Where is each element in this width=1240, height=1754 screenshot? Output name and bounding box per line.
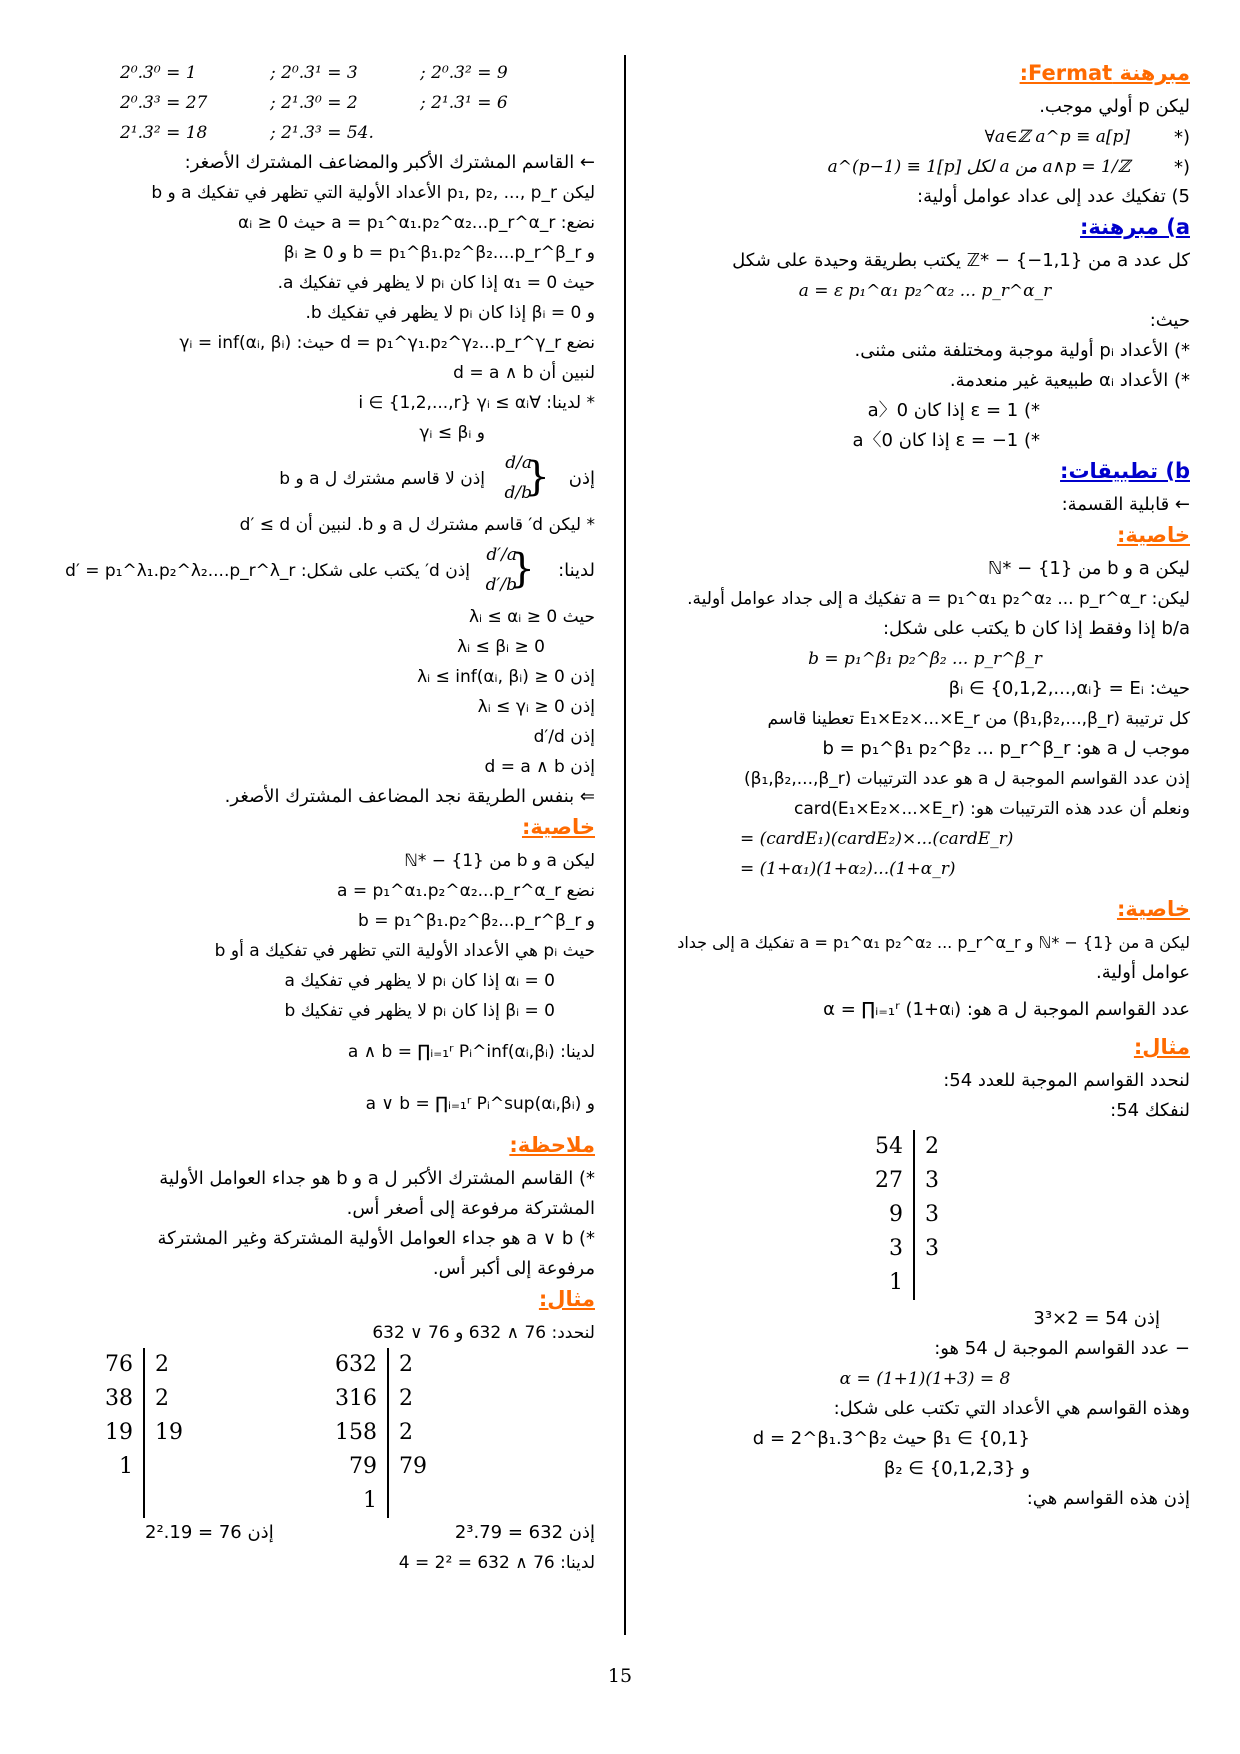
factorizations (55, 1348, 595, 1518)
prime-factor: 2 (399, 1386, 413, 1411)
text-line: لنحدد: 76 ∧ 632 و 76 ∨ 632 (372, 1323, 595, 1343)
factor-row (95, 1416, 193, 1450)
formula: d′/b (485, 575, 517, 595)
divisor-value: 2¹.3² = 18 (120, 123, 208, 143)
prime-factor: 2 (925, 1134, 939, 1159)
section-a-heading: a) مبرهنة: (1080, 215, 1190, 239)
factor-table (865, 1130, 949, 1300)
text-line: و b = p₁^β₁.p₂^β₂....p_r^β_r و 0 ≤ βᵢ (283, 243, 595, 263)
property-heading: خاصية: (1116, 523, 1190, 547)
text-line: إذن 76 = 2².19 (145, 1522, 274, 1543)
text-line: 5) تفكيك عدد إلى عداد عوامل أولية: (917, 186, 1190, 207)
divisor-value: ; 2⁰.3¹ = 3 (270, 63, 358, 83)
text-line: عدد القواسم الموجبة ل a هو: α = ∏ᵢ₌₁ʳ (1+αᵢ) (823, 999, 1190, 1020)
section-b-heading: b) تطبيقات: (1060, 459, 1190, 483)
divisors-row (55, 88, 595, 118)
dividend: 76 (95, 1348, 144, 1382)
text-line: *) القاسم المشترك الأكبر ل a و b هو جداء العوامل الأولية (159, 1168, 595, 1189)
bullet-star: (* (1173, 127, 1190, 148)
dividend: 1 (95, 1450, 144, 1484)
text-line: لنفكك 54: (1110, 1100, 1190, 1121)
text-line: إذن هذه القواسم هي: (1026, 1488, 1190, 1509)
text-line: b/a إذا وفقط إذا كان b يكتب على شكل: (882, 618, 1190, 639)
text-line: نضع d = p₁^γ₁.p₂^γ₂...p_r^γ_r حيث: γᵢ = inf(αᵢ, βᵢ) (179, 333, 595, 353)
text-line: و βᵢ = 0 إذا كان pᵢ لا يظهر في تفكيك b. (305, 303, 595, 323)
column-divider (624, 55, 626, 1635)
text-line: βᵢ = 0 إذا كان pᵢ لا يظهر في تفكيك b (284, 1001, 555, 1021)
divisor-value: 2⁰.3⁰ = 1 (120, 63, 197, 83)
property-heading: خاصية: (1116, 897, 1190, 921)
text-line: *) ε = −1 إذا كان a〈0 (852, 430, 1040, 451)
text-line: حيث pᵢ هي الأعداد الأولية التي تظهر في تفكيك a أو b (214, 941, 595, 961)
prime-factor: 3 (925, 1168, 939, 1193)
text-line: *) الأعداد αᵢ طبيعية غير منعدمة. (949, 370, 1190, 391)
system-line (55, 540, 595, 602)
formula: d/a (505, 453, 532, 473)
formula-line (660, 122, 1190, 152)
dividend: 316 (325, 1382, 388, 1416)
text-line: ليكن a و b من ℕ* − {1} (988, 558, 1190, 579)
text-line: − عدد القواسم الموجبة ل 54 هو: (934, 1338, 1190, 1359)
factor-row (95, 1450, 193, 1484)
formula-line: = (cardE₁)(cardE₂)×...(cardE_r) (740, 829, 1014, 849)
text-line: كل عدد a من ℤ* − {−1,1} يكتب بطريقة وحيدة على شكل (732, 250, 1190, 271)
formula-line: a = ε p₁^α₁ p₂^α₂ ... p_r^α_r (798, 281, 1052, 301)
divisor-value: ; 2¹.3³ = 54. (270, 123, 374, 143)
text-line: إذن 0 ≤ λᵢ ≤ inf(αᵢ, βᵢ) (417, 667, 595, 687)
note-heading: ملاحظة: (509, 1133, 595, 1157)
text-line: و a ∨ b = ∏ᵢ₌₁ʳ Pᵢ^sup(αᵢ,βᵢ) (365, 1094, 595, 1114)
dividend: 54 (865, 1130, 914, 1164)
text-line: حيث 0 ≤ λᵢ ≤ αᵢ (468, 607, 595, 627)
factor-row (325, 1416, 437, 1450)
text-line: و b = p₁^β₁.p₂^β₂...p_r^β_r (358, 911, 595, 931)
text-line: المشتركة مرفوعة إلى أصغر أس. (346, 1198, 595, 1219)
factorization-54 (660, 1126, 1190, 1304)
factor-row (95, 1484, 193, 1518)
formula: d′/a (486, 545, 517, 565)
text-line: و β₂ ∈ {0,1,2,3} (883, 1458, 1030, 1479)
text-line: ليكن: a = p₁^α₁ p₂^α₂ ... p_r^α_r تفكيك a إلى جداد عوامل أولية. (687, 589, 1190, 609)
dividend: 9 (865, 1198, 914, 1232)
divisors-row (55, 58, 595, 88)
prime-factor (144, 1450, 193, 1484)
text-line: لدينا: a ∧ b = ∏ᵢ₌₁ʳ Pᵢ^inf(αᵢ,βᵢ) (347, 1042, 595, 1062)
formula: a∧p = 1/ℤ من a لكل a^(p−1) ≡ 1[p] (827, 157, 1130, 177)
text-line: *) الأعداد pᵢ أولية موجبة ومختلفة مثنى مثنى. (854, 340, 1190, 361)
text-line: ليكن p أولي موجب. (1039, 96, 1190, 117)
factor-row (865, 1232, 949, 1266)
text-line: ليكن a من ℕ* − {1} و a = p₁^α₁ p₂^α₂ ... p_r^α_r تفكيك a إلى جداد (677, 933, 1190, 952)
factor-row (865, 1266, 949, 1300)
text-line: نضع a = p₁^α₁.p₂^α₂...p_r^α_r (337, 881, 595, 901)
prime-factor (144, 1484, 193, 1518)
factor-row (325, 1382, 437, 1416)
text-line: αᵢ = 0 إذا كان pᵢ لا يظهر في تفكيك a (284, 971, 555, 991)
factor-row (865, 1164, 949, 1198)
property-heading: خاصية: (521, 815, 595, 839)
prime-factor: 2 (399, 1420, 413, 1445)
text-line: حيث: βᵢ ∈ {0,1,2,...,αᵢ} = Eᵢ (948, 678, 1190, 699)
text-line: لدينا: 76 ∧ 632 = 2² = 4 (398, 1553, 595, 1573)
left-brace-icon: { (509, 546, 535, 592)
text-line: β₁ ∈ {0,1} حيث d = 2^β₁.3^β₂ (752, 1428, 1030, 1449)
factor-row (865, 1130, 949, 1164)
text-line: * لدينا: ∀i ∈ {1,2,...,r} γᵢ ≤ αᵢ (358, 393, 595, 413)
left-column (55, 58, 595, 1578)
text-line: مرفوعة إلى أكبر أس. (432, 1258, 595, 1279)
formula-line (660, 152, 1190, 182)
text-line: لنحدد القواسم الموجبة للعدد 54: (943, 1070, 1190, 1091)
prime-factor: 79 (399, 1454, 427, 1479)
bullet-star: (* (1173, 157, 1190, 178)
dividend: 632 (325, 1348, 388, 1382)
dividend: 158 (325, 1416, 388, 1450)
dividend: 1 (865, 1266, 914, 1300)
factor-row (325, 1450, 437, 1484)
formula-line: b = p₁^β₁ p₂^β₂ ... p_r^β_r (808, 649, 1042, 669)
left-brace-icon: { (524, 454, 550, 500)
text-line: إذن 632 = 2³.79 (454, 1522, 595, 1543)
example-heading: مثال: (538, 1287, 595, 1311)
prime-factor: 3 (925, 1202, 939, 1227)
prime-factor: 2 (399, 1352, 413, 1377)
prime-factor: 2 (155, 1386, 169, 1411)
example-heading: مثال: (1133, 1035, 1190, 1059)
right-column (660, 58, 1190, 1514)
formula: ∀a∈ℤ a^p ≡ a[p] (984, 127, 1130, 147)
text-line: * ليكن d′ قاسم مشترك ل a و b. لنبين أن d′ ≤ d (239, 515, 595, 535)
text-line: إذن d = a ∧ b (484, 757, 595, 777)
page-number: 15 (607, 1665, 633, 1687)
text-line: عوامل أولية. (1095, 962, 1190, 983)
text-line: إذن d′/d (533, 727, 595, 747)
text-line: ونعلم أن عدد هذه الترتيبات هو: card(E₁×E₂×...×E_r) (793, 799, 1190, 819)
text-line: ← القاسم المشترك الأكبر والمضاعف المشترك الأصغر: (184, 152, 595, 173)
text-line: ليكن a و b من ℕ* − {1} (404, 851, 595, 871)
prime-factor: 2 (155, 1352, 169, 1377)
text-line: إذن لا قاسم مشترك ل a و b (279, 469, 485, 489)
dividend: 3 (865, 1232, 914, 1266)
factor-row (325, 1348, 437, 1382)
factor-row (325, 1484, 437, 1518)
factor-row (865, 1198, 949, 1232)
text-line: إذن عدد القواسم الموجبة ل a هو عدد الترتيبات (β₁,β₂,...,β_r) (743, 769, 1190, 789)
text-line: *) ε = 1 إذا كان a〉0 (867, 400, 1040, 421)
factor-row (95, 1348, 193, 1382)
text-line: إذن d′ يكتب على شكل: d′ = p₁^λ₁.p₂^λ₂....p_r^λ_r (65, 561, 470, 581)
dividend: 1 (325, 1484, 388, 1518)
factor-table-76 (95, 1348, 193, 1518)
text-line: لنبين أن d = a ∧ b (453, 363, 595, 383)
conclusion-row (55, 1518, 595, 1548)
prime-factor: 19 (155, 1420, 183, 1445)
fermat-theorem-heading: مبرهنة Fermat: (1019, 61, 1190, 85)
text-label: لدينا: (558, 560, 595, 581)
dividend: 19 (95, 1416, 144, 1450)
text-line: حيث: (1149, 310, 1190, 331)
text-line: إذن 0 ≤ λᵢ ≤ γᵢ (477, 697, 595, 717)
prime-factor (914, 1266, 949, 1300)
text-line: حيث α₁ = 0 إذا كان pᵢ لا يظهر في تفكيك a. (277, 273, 595, 293)
text-line: وهذه القواسم هي الأعداد التي تكتب على شكل: (833, 1398, 1190, 1419)
divisor-value: 2⁰.3³ = 27 (120, 93, 208, 113)
prime-factor: 3 (925, 1236, 939, 1261)
factor-row (95, 1382, 193, 1416)
factor-table-632 (325, 1348, 437, 1518)
formula-line: = (1+α₁)(1+α₂)...(1+α_r) (740, 859, 956, 879)
dividend: 27 (865, 1164, 914, 1198)
text-line: كل ترتيبة (β₁,β₂,...,β_r) من E₁×E₂×...×E_r تعطينا قاسم (767, 709, 1190, 729)
text-line: ليكن p₁, p₂, ..., p_r الأعداد الأولية التي تظهر في تفكيك a و b (151, 183, 595, 203)
text-line: موجب ل a هو: b = p₁^β₁ p₂^β₂ ... p_r^β_r (822, 738, 1190, 759)
divisors-row (55, 118, 595, 148)
divisor-value: ; 2⁰.3² = 9 (420, 63, 508, 83)
text-label: إذن (568, 468, 595, 489)
text-line: نضع: a = p₁^α₁.p₂^α₂...p_r^α_r حيث 0 ≤ αᵢ (238, 213, 595, 233)
prime-factor (388, 1484, 437, 1518)
text-line: إذن 54 = 2×3³ (1033, 1308, 1160, 1329)
text-line: *) a ∨ b هو جداء العوامل الأولية المشتركة وغير المشتركة (157, 1228, 595, 1249)
dividend: 79 (325, 1450, 388, 1484)
text-line: 0 ≤ λᵢ ≤ βᵢ (457, 637, 545, 657)
formula-line: α = (1+1)(1+3) = 8 (839, 1369, 1011, 1389)
text-line: ← قابلية القسمة: (1061, 494, 1190, 515)
text-line: و γᵢ ≤ βᵢ (419, 423, 485, 443)
text-line: ⇐ بنفس الطريقة نجد المضاعف المشترك الأصغر. (224, 786, 595, 807)
formula: d/b (504, 483, 532, 503)
divisor-value: ; 2¹.3⁰ = 2 (270, 93, 358, 113)
system-line (55, 448, 595, 510)
dividend (95, 1484, 144, 1518)
divisor-value: ; 2¹.3¹ = 6 (420, 93, 508, 113)
dividend: 38 (95, 1382, 144, 1416)
